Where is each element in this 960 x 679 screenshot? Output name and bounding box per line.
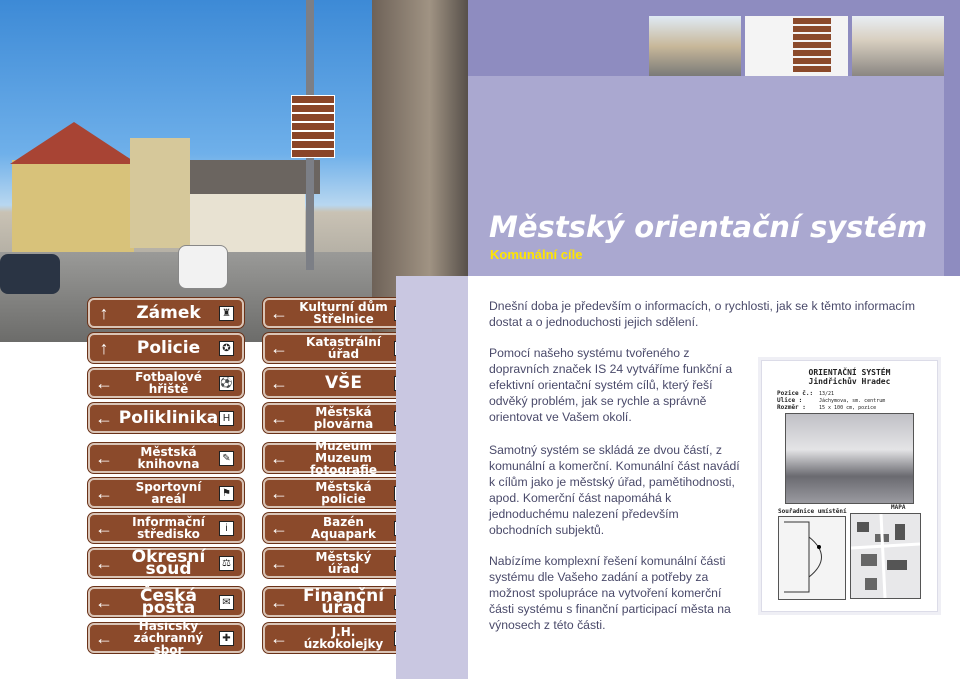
direction-sign	[88, 333, 244, 363]
car-dark	[0, 254, 60, 294]
sign-label: Katastrální úřad	[306, 335, 381, 361]
court-icon: ⚖	[219, 556, 234, 571]
mini-sign	[291, 131, 335, 140]
header-panel	[468, 76, 944, 276]
post-horn-icon: ✉	[219, 595, 234, 610]
mini-sign	[291, 149, 335, 158]
sign-label: Městská knihovna	[137, 445, 200, 471]
card-value-street: Jáchymova, sm. centrum	[819, 398, 886, 404]
arrow-left-icon: ←	[270, 303, 288, 323]
arrow-left-icon: ←	[270, 373, 288, 393]
sign-label: Městský úřad	[315, 550, 372, 576]
thumb-photo-church	[852, 16, 944, 76]
card-coords-map	[778, 516, 846, 600]
sign-label: Městská plovárna	[313, 405, 374, 431]
direction-sign	[88, 368, 244, 398]
sign-label: Policie	[136, 338, 201, 358]
sign-label: Kulturní dům Střelnice	[299, 300, 388, 326]
direction-sign	[88, 443, 244, 473]
hospital-icon: H	[219, 411, 234, 426]
sign-label: Finanční úřad	[302, 586, 385, 618]
card-label-street: Ulice :	[777, 397, 803, 404]
paragraph-parts: Samotný systém se skládá ze dvou částí, z komunální a komerční. Komunální část navádí k cílům jako je městský úřad, pamětihodnosti, apod. Komerční část napomáhá k jednoduchému nalezení především obchodních subjektů.	[489, 443, 740, 537]
police-badge-icon: ✪	[219, 341, 234, 356]
mini-sign	[793, 66, 831, 72]
mini-sign	[291, 95, 335, 104]
sign-label: Informační středisko	[132, 515, 205, 541]
page-title: Městský orientační systém	[489, 210, 928, 244]
arrow-left-icon: ←	[95, 408, 113, 428]
sign-label: Okresní soud	[131, 547, 206, 579]
sign-label: Bazén Aquapark	[310, 515, 377, 541]
direction-sign	[88, 478, 244, 508]
mini-sign	[793, 34, 831, 40]
direction-sign	[88, 403, 244, 433]
lavender-strip	[396, 276, 468, 679]
direction-sign	[88, 513, 244, 543]
sign-label: Fotbalové hřiště	[135, 370, 202, 396]
car-white	[178, 245, 228, 289]
paragraph-offer: Nabízíme komplexní řešení komunální části systému dle Vašeho zadání a potřeby za možnost spolupráce na vytvoření komerční části systému s finanční participací města na výnosech z této části.	[489, 554, 731, 632]
arrow-up-icon: ↑	[99, 303, 109, 323]
thumb-photo-street	[649, 16, 741, 76]
arrow-left-icon: ←	[270, 553, 288, 573]
house-distant	[130, 138, 190, 248]
arrow-left-icon: ←	[270, 448, 288, 468]
mini-sign	[291, 104, 335, 113]
sport-icon: ⚑	[219, 486, 234, 501]
mini-sign	[793, 26, 831, 32]
house-roof-grey	[170, 160, 320, 194]
arrow-left-icon: ←	[270, 518, 288, 538]
card-label-position: Pozice č.:	[777, 390, 814, 397]
paragraph-intro: Dnešní doba je především o informacích, o rychlosti, jak se k těmto informacím dostat a o jednoduchosti jejich sdělení.	[489, 299, 916, 329]
card-city: Jindřichův Hradec	[808, 377, 891, 386]
arrow-left-icon: ←	[95, 628, 113, 648]
arrow-left-icon: ←	[95, 518, 113, 538]
sign-label: J.H. úzkokolejky	[303, 625, 384, 651]
mini-sign	[793, 18, 831, 24]
house-yellow	[12, 160, 134, 255]
arrow-left-icon: ←	[270, 592, 288, 612]
mini-sign	[291, 122, 335, 131]
card-city-map	[850, 513, 921, 599]
sign-label: Sportovní areál	[135, 480, 202, 506]
arrow-left-icon: ←	[270, 408, 288, 428]
arrow-left-icon: ←	[95, 592, 113, 612]
city-map-drawing	[851, 514, 920, 598]
house-roof-red	[10, 122, 138, 164]
arrow-up-icon: ↑	[99, 338, 109, 358]
arrow-left-icon: ←	[95, 553, 113, 573]
mini-sign	[793, 42, 831, 48]
card-title: ORIENTAČNÍ SYSTÉM	[808, 368, 891, 377]
football-icon: ⚽	[220, 377, 233, 389]
sign-label: Muzeum Muzeum fotografie	[309, 439, 378, 477]
mini-sign	[793, 50, 831, 56]
castle-icon: ♜	[219, 306, 234, 321]
card-value-position: 13/21	[819, 391, 835, 397]
sign-label: Česká pošta	[140, 586, 197, 618]
card-label-size: Rozměr :	[777, 404, 806, 411]
direction-sign	[88, 298, 244, 328]
sign-label: Poliklinika	[118, 408, 219, 428]
arrow-left-icon: ←	[270, 483, 288, 503]
arrow-left-icon: ←	[95, 373, 113, 393]
sign-label: Hasičský záchranný sbor	[133, 619, 204, 657]
direction-sign	[88, 587, 244, 617]
direction-sign	[88, 619, 244, 657]
sign-label: Zámek	[136, 303, 201, 323]
card-map-label: MAPA	[891, 504, 906, 511]
page-subtitle: Komunální cíle	[490, 247, 583, 262]
arrow-left-icon: ←	[95, 448, 113, 468]
card-value-size: 15 x 100 cm, pozice	[819, 405, 877, 411]
mini-sign	[291, 140, 335, 149]
arrow-left-icon: ←	[270, 338, 288, 358]
thumb-photo-signs	[745, 16, 848, 76]
orientation-card	[761, 360, 938, 612]
direction-sign	[88, 548, 244, 578]
info-icon: i	[219, 521, 234, 536]
book-icon: ✎	[219, 451, 234, 466]
coords-map-drawing	[779, 517, 845, 599]
mini-sign	[291, 113, 335, 122]
card-coords-label: Souřadnice umístění	[778, 508, 847, 515]
arrow-left-icon: ←	[95, 483, 113, 503]
paragraph-system: Pomocí našeho systému tvořeného z dopravních značek IS 24 vytváříme funkční a efektivní orientační systém cílů, který řeší odvěký problém, jak se rychle a správně orientovat ve Vašem okolí.	[489, 346, 733, 424]
card-photo	[785, 413, 914, 504]
sign-label: Městská policie	[315, 480, 372, 506]
arrow-left-icon: ←	[270, 628, 288, 648]
sign-label: VŠE	[324, 373, 362, 393]
mini-sign	[793, 58, 831, 64]
fire-brigade-icon: ✚	[219, 631, 234, 646]
